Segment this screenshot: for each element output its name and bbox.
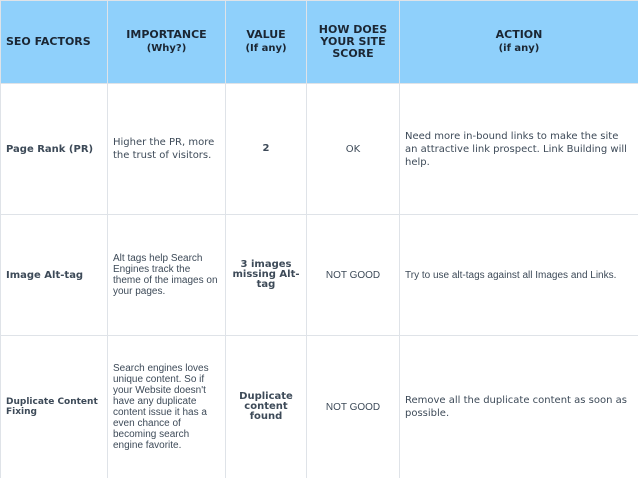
header-importance (108, 1, 226, 84)
importance-cell: Alt tags help Search Engines track the theme of the images on your pages. (108, 215, 226, 336)
value-cell: 2 (226, 84, 307, 215)
header-value-sub: (If any) (245, 43, 287, 54)
table-header-row (1, 1, 638, 84)
importance-cell: Search engines loves unique content. So if your Website doesn't have any duplicate content issue it has a even chance of becoming search engine favorite. (108, 336, 226, 478)
header-action-label: ACTION (495, 28, 543, 41)
header-importance-label: IMPORTANCE (126, 28, 207, 41)
header-action-sub: (if any) (498, 43, 540, 54)
factor-cell: Image Alt-tag (1, 215, 108, 336)
score-cell: OK (307, 84, 400, 215)
header-seo-factors-label: SEO FACTORS (6, 35, 91, 48)
header-score (307, 1, 400, 84)
action-cell: Need more in-bound links to make the site an attractive link prospect. Link Building will help. (400, 84, 638, 215)
value-cell: Duplicate content found (226, 336, 307, 478)
header-action (400, 1, 638, 84)
factor-cell: Page Rank (PR) (1, 84, 108, 215)
action-cell: Try to use alt-tags against all Images and Links. (400, 215, 638, 336)
value-cell: 3 images missing Alt-tag (226, 215, 307, 336)
score-cell: NOT GOOD (307, 336, 400, 478)
header-value (226, 1, 307, 84)
action-cell: Remove all the duplicate content as soon as possible. (400, 336, 638, 478)
header-value-label: VALUE (246, 28, 286, 41)
header-score-label: HOW DOES YOUR SITE SCORE (318, 23, 388, 60)
header-importance-sub: (Why?) (146, 43, 187, 54)
score-cell: NOT GOOD (307, 215, 400, 336)
table-row-duplicate-content (1, 336, 638, 478)
importance-cell: Higher the PR, more the trust of visitors. (108, 84, 226, 215)
table-row-image-alt-tag (1, 215, 638, 336)
header-seo-factors (1, 1, 108, 84)
factor-cell: Duplicate Content Fixing (1, 336, 108, 478)
table-row-page-rank (1, 84, 638, 215)
